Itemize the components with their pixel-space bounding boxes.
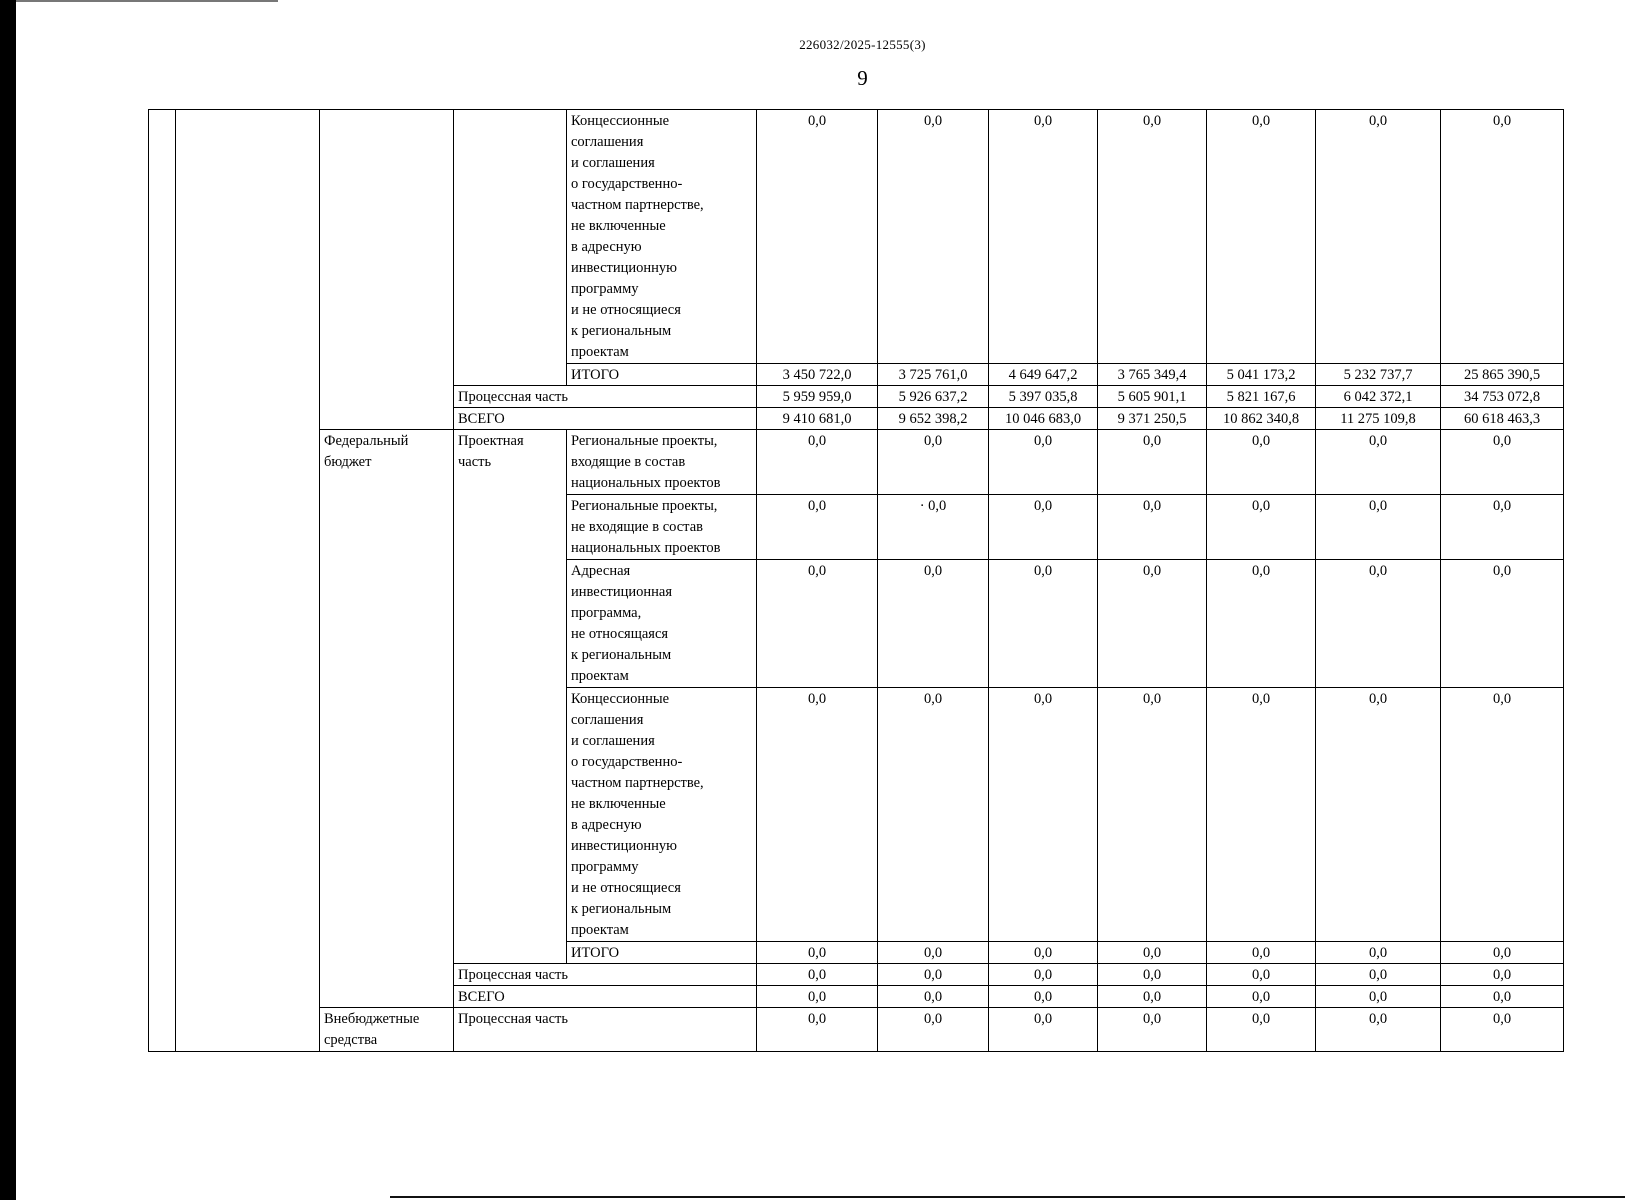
value-cell: 5 041 173,2: [1207, 364, 1316, 386]
value-cell: 0,0: [1207, 560, 1316, 688]
row-label: Концессионные соглашения и соглашения о государственно- частном партнерстве, не включенные в адресную инвестиционную программу и не относящиеся к региональным проектам: [567, 110, 757, 364]
value-cell: 0,0: [1098, 495, 1207, 560]
value-cell: 25 865 390,5: [1441, 364, 1564, 386]
value-cell: 0,0: [1316, 430, 1441, 495]
value-cell: 9 652 398,2: [878, 408, 989, 430]
value-cell: 0,0: [1098, 688, 1207, 942]
value-cell: 9 410 681,0: [757, 408, 878, 430]
value-cell: 0,0: [1207, 495, 1316, 560]
value-cell: 0,0: [757, 942, 878, 964]
value-cell: 0,0: [1316, 110, 1441, 364]
value-cell: 0,0: [757, 560, 878, 688]
value-cell: 0,0: [989, 688, 1098, 942]
scan-edge: [0, 0, 16, 1200]
value-cell: 0,0: [989, 430, 1098, 495]
value-cell: 0,0: [1316, 688, 1441, 942]
value-cell: 0,0: [757, 430, 878, 495]
value-cell: 5 605 901,1: [1098, 386, 1207, 408]
row-label: Процессная часть: [454, 1008, 757, 1052]
value-cell: 0,0: [878, 942, 989, 964]
value-cell: 0,0: [1098, 430, 1207, 495]
value-cell: 0,0: [878, 560, 989, 688]
value-cell: 0,0: [1441, 495, 1564, 560]
value-cell: 0,0: [1207, 986, 1316, 1008]
value-cell: 0,0: [1098, 110, 1207, 364]
value-cell: 0,0: [1316, 986, 1441, 1008]
value-cell: 0,0: [1441, 986, 1564, 1008]
value-cell: 0,0: [757, 688, 878, 942]
value-cell: 0,0: [1207, 1008, 1316, 1052]
value-cell: 5 232 737,7: [1316, 364, 1441, 386]
row-label: ИТОГО: [567, 364, 757, 386]
value-cell: 0,0: [878, 110, 989, 364]
value-cell: 10 862 340,8: [1207, 408, 1316, 430]
value-cell: 3 450 722,0: [757, 364, 878, 386]
value-cell: 0,0: [878, 430, 989, 495]
table-cell-empty: [176, 110, 320, 1052]
value-cell: 0,0: [1441, 110, 1564, 364]
value-cell: 0,0: [989, 560, 1098, 688]
financing-table: [148, 109, 1564, 1052]
table-cell-empty: [454, 110, 567, 386]
value-cell: 0,0: [1098, 560, 1207, 688]
table-row: [149, 430, 1564, 495]
value-cell: 0,0: [1316, 1008, 1441, 1052]
row-label: Процессная часть: [454, 386, 757, 408]
value-cell: 5 959 959,0: [757, 386, 878, 408]
table-row: [149, 110, 1564, 364]
value-cell: 0,0: [1441, 964, 1564, 986]
value-cell: 4 649 647,2: [989, 364, 1098, 386]
scan-artifact-line: [390, 1196, 1625, 1198]
value-cell: 0,0: [1207, 964, 1316, 986]
value-cell: 0,0: [878, 964, 989, 986]
value-cell: 0,0: [757, 964, 878, 986]
table-row: [149, 1008, 1564, 1052]
row-label: Адресная инвестиционная программа, не относящаяся к региональным проектам: [567, 560, 757, 688]
value-cell: 0,0: [1441, 688, 1564, 942]
project-part-label: Проектная часть: [454, 430, 567, 964]
value-cell: 0,0: [1207, 688, 1316, 942]
document-registration-number: 226032/2025-12555(3): [799, 37, 926, 52]
value-cell: 0,0: [1316, 495, 1441, 560]
value-cell: 0,0: [1316, 560, 1441, 688]
value-cell: 0,0: [878, 1008, 989, 1052]
value-cell: 0,0: [1207, 942, 1316, 964]
value-cell: 0,0: [1316, 964, 1441, 986]
row-label: Региональные проекты, входящие в состав национальных проектов: [567, 430, 757, 495]
value-cell: 0,0: [757, 1008, 878, 1052]
value-cell: 11 275 109,8: [1316, 408, 1441, 430]
value-cell: 0,0: [989, 495, 1098, 560]
funding-source-label: Внебюджетные средства: [320, 1008, 454, 1052]
value-cell: 0,0: [989, 964, 1098, 986]
row-label: ВСЕГО: [454, 408, 757, 430]
value-cell: 0,0: [989, 986, 1098, 1008]
value-cell: 0,0: [878, 986, 989, 1008]
row-label: Процессная часть: [454, 964, 757, 986]
value-cell: 5 397 035,8: [989, 386, 1098, 408]
value-cell: 5 821 167,6: [1207, 386, 1316, 408]
value-cell: 0,0: [1316, 942, 1441, 964]
value-cell: 0,0: [1441, 560, 1564, 688]
value-cell: 3 765 349,4: [1098, 364, 1207, 386]
funding-source-label: Федеральный бюджет: [320, 430, 454, 1008]
value-cell: 0,0: [1441, 942, 1564, 964]
value-cell: 0,0: [1098, 942, 1207, 964]
value-cell: 0,0: [1207, 110, 1316, 364]
value-cell: 0,0: [1441, 1008, 1564, 1052]
page-number: 9: [857, 66, 868, 90]
row-label: Региональные проекты, не входящие в состав национальных проектов: [567, 495, 757, 560]
value-cell: 9 371 250,5: [1098, 408, 1207, 430]
value-cell: · 0,0: [878, 495, 989, 560]
table-cell-empty: [320, 110, 454, 430]
scan-artifact-line: [16, 0, 278, 2]
value-cell: 0,0: [1207, 430, 1316, 495]
value-cell: 0,0: [1098, 986, 1207, 1008]
value-cell: 0,0: [757, 986, 878, 1008]
value-cell: 34 753 072,8: [1441, 386, 1564, 408]
value-cell: 0,0: [878, 688, 989, 942]
value-cell: 6 042 372,1: [1316, 386, 1441, 408]
value-cell: 0,0: [1098, 964, 1207, 986]
table-cell-empty: [149, 110, 176, 1052]
value-cell: 0,0: [1441, 430, 1564, 495]
value-cell: 0,0: [757, 495, 878, 560]
value-cell: 3 725 761,0: [878, 364, 989, 386]
row-label: ИТОГО: [567, 942, 757, 964]
value-cell: 0,0: [757, 110, 878, 364]
value-cell: 0,0: [989, 110, 1098, 364]
row-label: ВСЕГО: [454, 986, 757, 1008]
value-cell: 0,0: [989, 1008, 1098, 1052]
value-cell: 0,0: [989, 942, 1098, 964]
value-cell: 5 926 637,2: [878, 386, 989, 408]
value-cell: 60 618 463,3: [1441, 408, 1564, 430]
value-cell: 10 046 683,0: [989, 408, 1098, 430]
row-label: Концессионные соглашения и соглашения о государственно- частном партнерстве, не включенные в адресную инвестиционную программу и не относящиеся к региональным проектам: [567, 688, 757, 942]
value-cell: 0,0: [1098, 1008, 1207, 1052]
